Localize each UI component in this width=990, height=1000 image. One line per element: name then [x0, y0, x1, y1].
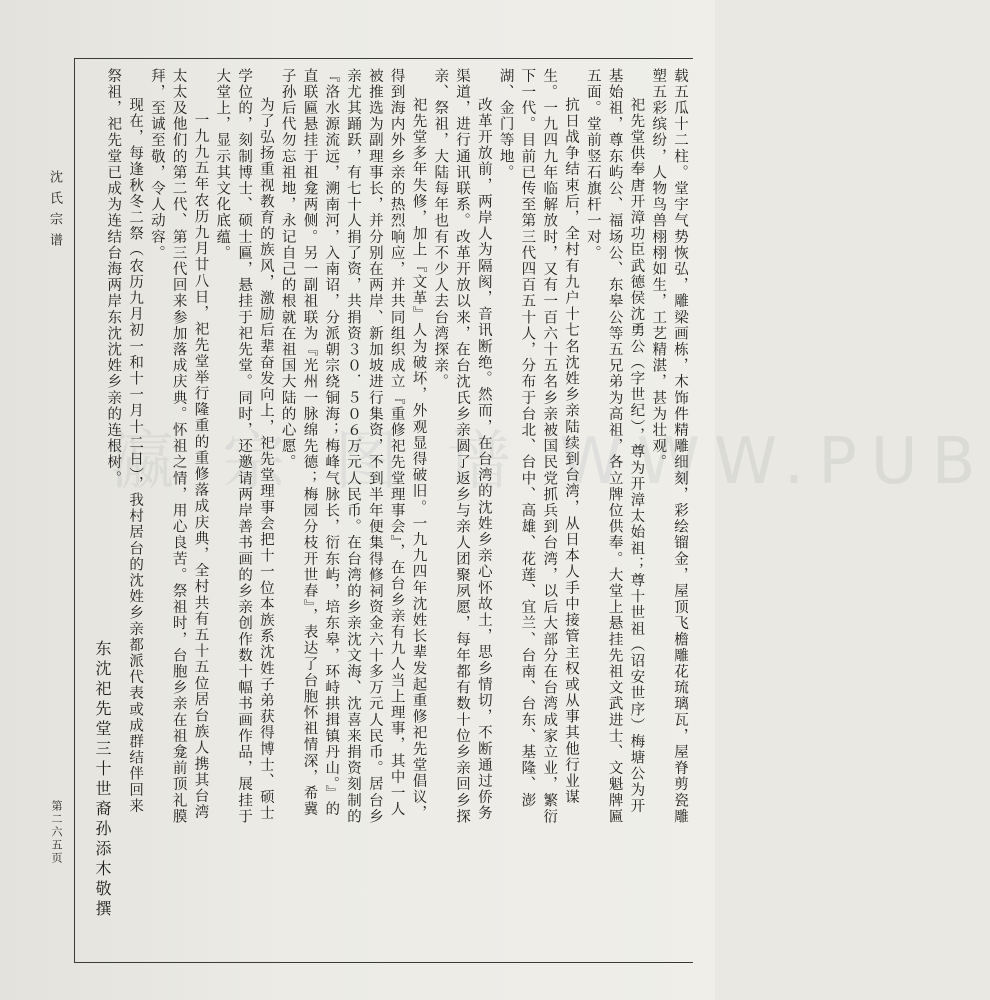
paragraph: 祀先堂多年失修，加上『文革』人为破坏，外观显得破旧。一九九四年沈姓长辈发起重修祀先堂倡议，得到海内外乡亲的热烈响应，并共同组织成立『重修祀先堂理事会』，在台乡亲有九人当上理事，其中一人被推选为副理事长，并分别在两岸、新加坡进行集资，不到半年便集得修祠资金六十多万元人民币。居台乡亲尤其踊跃，有七十人捐了资，共捐资３０．５０６万元人民币。在台湾的乡亲沈文海、沈喜来捐资刻制的『洛水源流远，溯南河，入南诏，分派朝宗绕铜海；梅峰气脉长，衍东屿，培东皋，环峙拱揖镇丹山。』的直联匾悬挂于祖龛两侧。另一副祖联为『光州一脉绵先德；梅园分枝开世春』，表达了台胞怀祖情深，希冀子孙后代勿忘祖地，永记自己的根就在祖国大陆的心愿。: [279, 68, 427, 825]
running-title: 沈氏宗谱: [47, 170, 62, 254]
author-signature: 东沈祀先堂三十世裔孙添木敬撰: [93, 640, 112, 920]
watermark: 瀛 宗 图 谱 WWW.PUB: [110, 425, 990, 499]
paragraph: 祀先堂供奉唐开漳功臣武德侯沈勇公（字世纪），尊为开漳太始祖；尊十世祖（诏安世序）梅塘公为开基始祖，尊东屿公、福场公、东皋公等五兄弟为高祖，各立牌位供奉。大堂上悬挂先祖文武进士、文魁牌匾五面。堂前竖石旗杆一对。: [584, 68, 645, 825]
body-text: [105, 68, 690, 828]
margin-rule: [74, 58, 75, 962]
bottom-rule: [74, 962, 693, 963]
paragraph: 载五瓜十二柱。堂宇气势恢弘，雕梁画栋，木饰件精雕细刻，彩绘镏金，屋顶飞檐雕花琉璃瓦，屋脊剪瓷雕塑五彩缤纷，人物鸟兽栩栩如生，工艺精湛，甚为壮观。: [650, 68, 688, 825]
paragraph: 为了弘扬重视教育的族风，激励后辈奋发向上，祀先堂理事会把十一位本族系沈姓子弟获得博士、硕士学位的，刻制博士、硕士匾，悬挂于祀先堂。同时，还邀请两岸善书画的乡亲创作数十幅书画作品，展挂于大堂上，显示其文化底蕴。: [214, 68, 274, 825]
paragraph: 抗日战争结束后，全村有九户十七名沈姓乡亲陆续到台湾，从日本人手中接管主权或从事其他行业谋生。一九四九年临解放时，又有一百六十五名乡亲被国民党抓兵到台湾，以后大部分在台湾成家立业，繁衍下一代。目前已传至第三代四百五十人，分布于台北、台中、高雄、花莲、宜兰、台南、台东、基隆、澎湖、金门等地。: [497, 68, 580, 825]
paragraph: 一九九五年农历九月廿八日，祀先堂举行隆重的重修落成庆典，全村共有五十五位居台族人携其台湾太太及他们的第二代、第三代回来参加落成庆典。怀祖之情，用心良苦。祭祖时，台胞乡亲在祖龛前顶礼膜拜，至诚至敬，令人动容。: [148, 68, 209, 825]
paragraph: 现在，每逢秋冬二祭（农历九月初一和十一月十二日），我村居台的沈姓乡亲都派代表或成群结伴回来祭祖，祀先堂已成为连结台海两岸东沈沈姓乡亲的连根树。: [105, 68, 144, 815]
page-number: 第二六五页: [50, 800, 63, 865]
top-rule: [74, 58, 693, 59]
paragraph: 改革开放前，两岸人为隔阂，音讯断绝。然而，在台湾的沈姓乡亲心怀故土，思乡情切，不断通过侨务渠道，进行通讯联系。改革开放以来，在台沈氏乡亲圆了返乡与亲人团聚夙愿，每年都有数十位乡亲回乡探亲、祭祖，大陆每年也有不少人去台湾探亲。: [432, 68, 492, 825]
